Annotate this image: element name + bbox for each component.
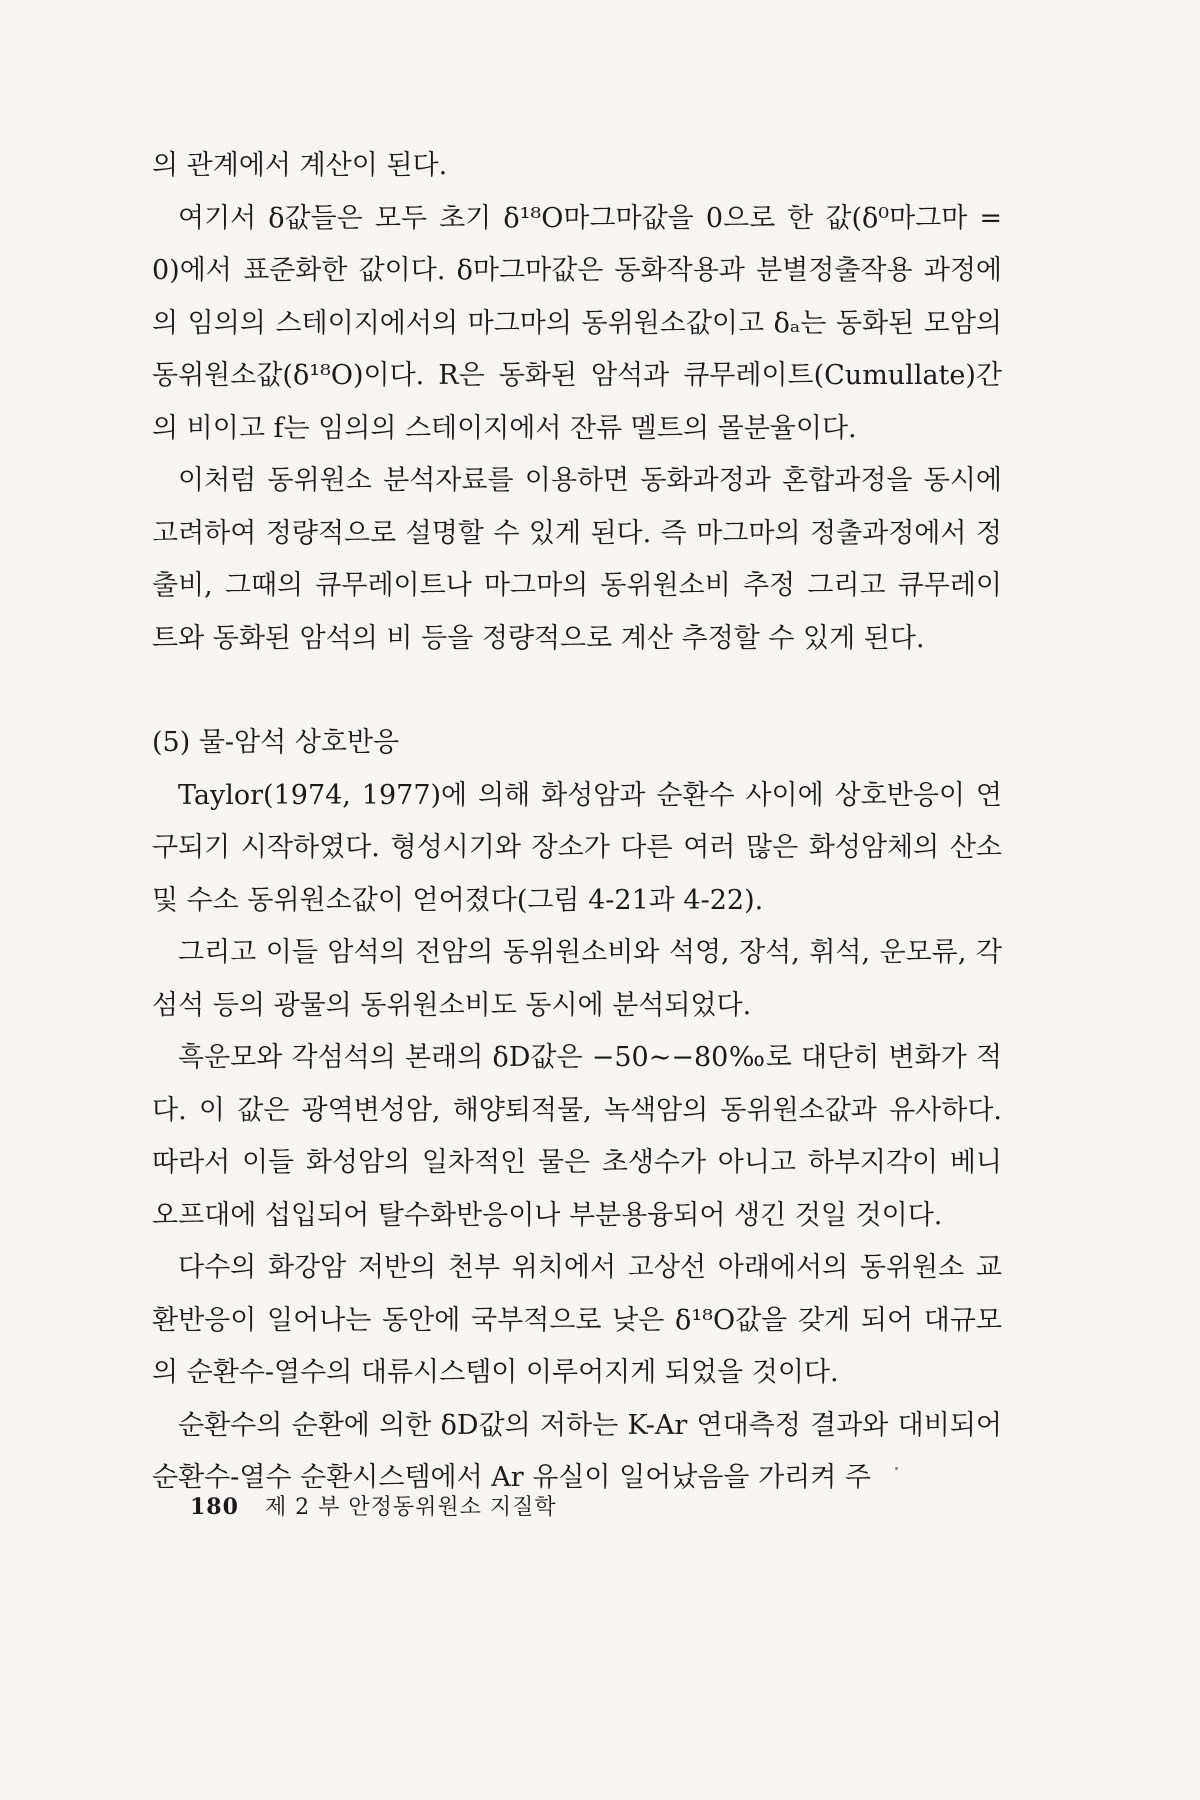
paragraph: 순환수의 순환에 의한 δD값의 저하는 K-Ar 연대측정 결과와 대비되어 순환수-열수 순환시스템에서 Ar 유실이 일어났음을 가리켜 주 (152, 1409, 1002, 1493)
paragraph: 그리고 이들 암석의 전암의 동위원소비와 석영, 장석, 휘석, 운모류, 각섬석 등의 광물의 동위원소비도 동시에 분석되었다. (152, 937, 1002, 1021)
page-footer (190, 1490, 557, 1521)
page-number: 180 (190, 1494, 239, 1520)
running-title: 제 2 부 안정동위원소 지질학 (264, 1495, 557, 1520)
paragraph: 여기서 δ값들은 모두 초기 δ¹⁸O마그마값을 0으로 한 값(δ⁰마그마 = 0)에서 표준화한 값이다. δ마그마값은 동화작용과 분별정출작용 과정에의 임의의 스테이지에서의 마그마의 동위원소값이고 δₐ는 동화된 모암의 동위원소값(δ¹⁸O)이다. R은 동화된 암석과 큐무레이트(Cumullate)간의 비이고 f는 임의의 스테이지에서 잔류 멜트의 몰분율이다. (152, 202, 1002, 444)
paragraph: 다수의 화강암 저반의 천부 위치에서 고상선 아래에서의 동위원소 교환반응이 일어나는 동안에 국부적으로 낮은 δ¹⁸O값을 갖게 되어 대규모의 순환수-열수의 대류시스템이 이루어지게 되었을 것이다. (152, 1252, 1002, 1388)
paragraph: 흑운모와 각섬석의 본래의 δD값은 −50∼−80‰로 대단히 변화가 적다. 이 값은 광역변성암, 해양퇴적물, 녹색암의 동위원소값과 유사하다. 따라서 이들 화성암의 일차적인 물은 초생수가 아니고 하부지각이 베니오프대에 섭입되어 탈수화반응이나 부분용융되어 생긴 것일 것이다. (152, 1042, 1002, 1231)
print-speck (895, 1467, 898, 1470)
paragraph: 이처럼 동위원소 분석자료를 이용하면 동화과정과 혼합과정을 동시에 고려하여 정량적으로 설명할 수 있게 된다. 즉 마그마의 정출과정에서 정출비, 그때의 큐무레이트나 마그마의 동위원소비 추정 그리고 큐무레이트와 동화된 암석의 비 등을 정량적으로 계산 추정할 수 있게 된다. (152, 465, 1002, 654)
paragraph: Taylor(1974, 1977)에 의해 화성암과 순환수 사이에 상호반응이 연구되기 시작하였다. 형성시기와 장소가 다른 여러 많은 화성암체의 산소 및 수소 동위원소값이 얻어졌다(그림 4-21과 4-22). (152, 779, 1002, 916)
page-body (152, 140, 1002, 1505)
section-heading: (5) 물-암석 상호반응 (152, 727, 400, 758)
paragraph: 의 관계에서 계산이 된다. (152, 150, 448, 181)
